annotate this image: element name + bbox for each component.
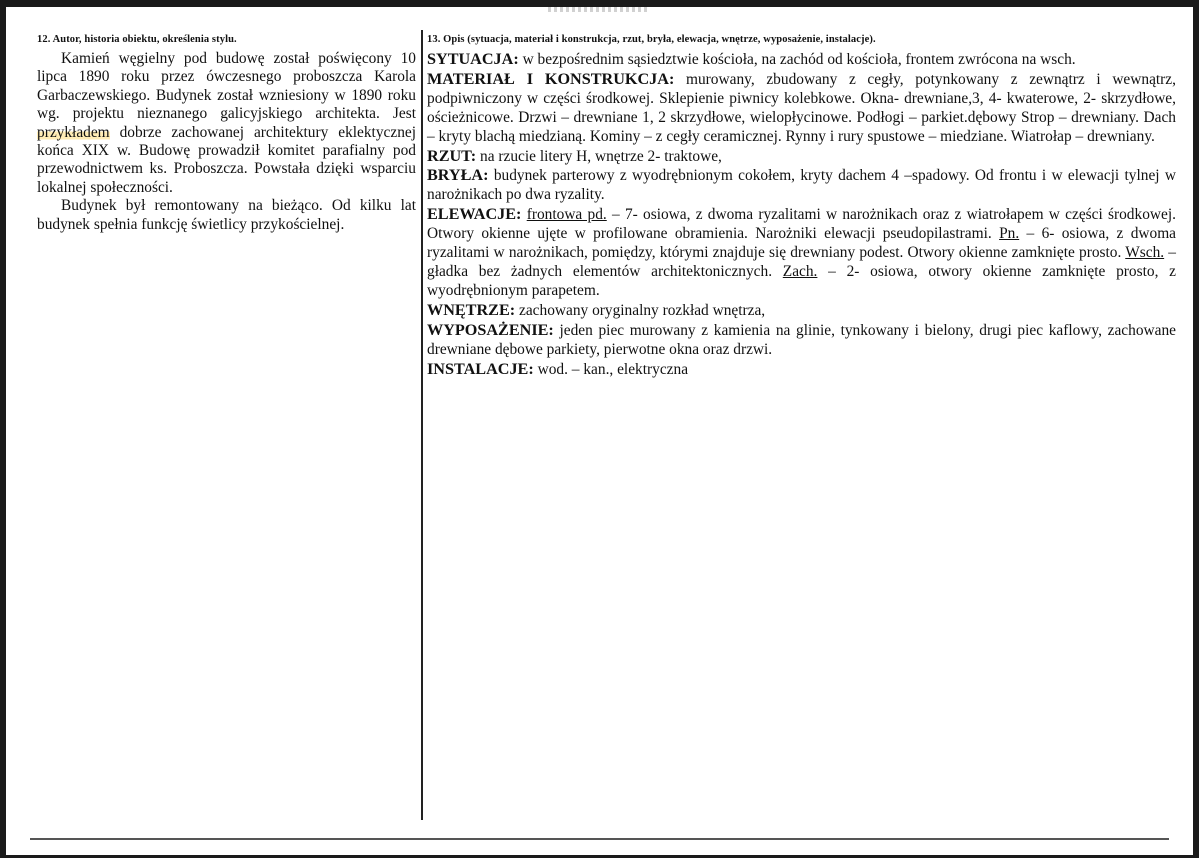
material-label: MATERIAŁ I KONSTRUKCJA: [427,69,675,88]
elewacje-wsch-term: Wsch. [1125,244,1165,262]
bryla-entry [427,166,1176,205]
elewacje-entry [427,205,1176,301]
wyposazenie-entry [427,321,1176,360]
wyposazenie-label: WYPOSAŻENIE: [427,320,554,339]
elewacje-zach-term: Zach. [782,262,818,280]
instalacje-entry [427,360,1176,380]
wyposazenie-text: jeden piec murowany z kamienia na glinie, tynkowany i bielony, drugi piec kaflowy, zachowane drewniane dębowe parkiety, pierwotne okna oraz drzwi. [427,321,1176,358]
section-12-column [37,33,416,234]
elewacje-front-text: – 7- osiowa, z dwoma ryzalitami w narożnikach oraz z wiatrołapem w części środkowej. Otwory okienne ujęte w profilowane obramienia. Narożniki elewacji pseudopilastrami. [427,206,1176,243]
material-text: murowany, zbudowany z cegły, potynkowany z zewnątrz i wewnątrz, podpiwniczony w części środkowej. Sklepienie piwnicy kolebkowe. Okna- drewniane,3, 4- kwaterowe, 2- skrzydłowe, ościeżnicowe. Drzwi – drewniane 1, 2 skrzydłowe, wielopłycinowe. Podłogi – parkiet.dębowy Strop – drewniany. Dach – kryty blachą miedzianą. Kominy – z cegły ceramicznej. Rynny i rury spustowe – miedziane. Wiatrołap – drewniany. [427,70,1176,145]
rzut-entry [427,147,1176,167]
highlighted-word: przykładem [37,123,110,141]
instalacje-label: INSTALACJE: [427,359,534,378]
elewacje-wsch-text: – gładka bez żadnych elementów architektonicznych. [427,244,1177,280]
elewacje-pn-text: – 6- osiowa, z dwoma ryzalitami w narożnikach, pomiędzy, którymi znajduje się drewniany podest. Otwory okienne zamknięte prosto. [427,225,1176,262]
bryla-text: budynek parterowy z wyodrębnionym cokołem, kryty dachem 4 –spadowy. Od frontu i w elewacji tylnej w narożnikach po dwa ryzality. [427,167,1176,204]
bryla-label: BRYŁA: [427,166,489,185]
sytuacja-label: SYTUACJA: [427,50,519,68]
sytuacja-text: w bezpośrednim sąsiedztwie kościoła, na zachód od kościoła, frontem zwrócona na wsch. [518,51,1076,68]
section-12-heading: 12. Autor, historia obiektu, określenia stylu. [37,34,237,45]
history-paragraph [37,50,416,197]
instalacje-text: wod. – kan., elektryczna [533,360,689,378]
wnetrze-label: WNĘTRZE: [427,300,516,319]
renovation-paragraph: Budynek był remontowany na bieżąco. Od kilku lat budynek spełnia funkcję świetlicy przykościelnej. [37,197,416,233]
scan-artifact-mark [548,7,648,12]
section-13-heading [427,33,1176,47]
section-13-column [427,33,1176,379]
column-divider [421,30,423,820]
wnetrze-text: zachowany oryginalny rozkład wnętrza, [515,301,766,319]
elewacje-front-term: frontowa pd. [526,206,607,224]
rzut-text: na rzucie litery H, wnętrze 2- traktowe, [476,147,722,165]
elewacje-zach-text: – 2- osiowa, otwory okienne zamknięte prosto, z wyodrębnionym parapetem. [427,262,1176,299]
section-13-number: 13. Opis [427,34,465,45]
rzut-label: RZUT: [427,146,477,165]
elewacje-pn-term: Pn. [999,225,1020,243]
elewacje-label: ELEWACJE: [427,205,522,224]
history-text-end: dobrze zachowanej architektury eklektycznej końca XIX w. Budowę prowadził komitet parafialny pod przewodnictwem ks. Proboszcza. Powstała dzięki wsparciu lokalnej społeczności. [37,123,416,196]
sytuacja-entry [427,50,1176,70]
section-13-subtitle: (sytuacja, materiał i konstrukcja, rzut, bryła, elewacja, wnętrze, wyposażenie, instalacje). [467,34,876,45]
material-entry [427,70,1176,147]
wnetrze-entry [427,301,1176,321]
history-text-start: Kamień węgielny pod budowę został poświęcony 10 lipca 1890 roku przez ówczesnego proboszcza Karola Garbaczewskiego. Budynek został wzniesiony w 1890 roku wg. projektu nieznanego galicyjskiego architekta. Jest [37,50,416,123]
bottom-rule [30,838,1169,840]
